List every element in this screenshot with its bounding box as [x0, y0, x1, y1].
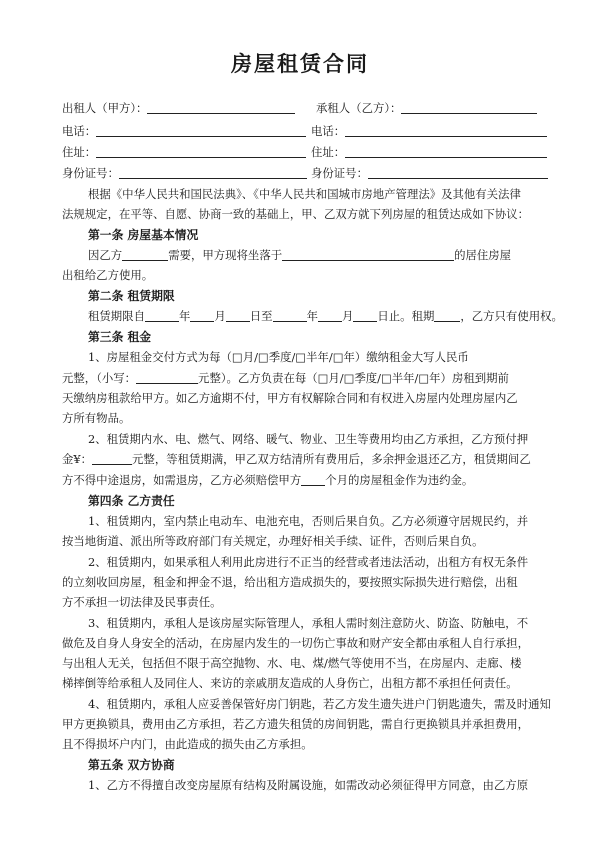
end-year-blank[interactable]	[273, 310, 307, 322]
lessee-field	[316, 101, 537, 115]
article-4-p4-line-1: 4、租赁期内，承租人应妥善保管好房门钥匙，若乙方发生遗失进户门钥匙遗失，需及时通知	[88, 697, 551, 711]
article-1-text-c: 的居住房屋	[454, 248, 512, 262]
article-4-p3-line-3: 与出租人无关，包括但不限于高空抛物、水、电、煤/燃气等使用不当，在房屋内、走廊、楼	[62, 656, 522, 670]
article-5-heading: 第五条 双方协商	[88, 758, 175, 772]
article-1-line-2: 出租给乙方使用。	[62, 268, 154, 282]
lease-term-blank[interactable]	[434, 310, 460, 322]
penalty-text-end: 个月的房屋租金作为违约金。	[325, 473, 474, 487]
lessor-phone-label: 电话：	[62, 124, 97, 138]
article-1-heading: 第一条 房屋基本情况	[88, 228, 199, 242]
article-4-p1-line-2: 按当地街道、派出所等政府部门有关规定，办理好相关手续、证件，否则后果自负。	[62, 534, 484, 548]
lessee-blank[interactable]	[401, 102, 537, 114]
lessor-phone-field	[62, 124, 306, 138]
lessee-phone-field	[311, 124, 547, 138]
article-4-p4-line-3: 且不得损坏户内门，由此造成的损失由乙方承担。	[62, 737, 313, 751]
lessor-id-blank[interactable]	[119, 167, 307, 179]
article-3-p1-line-3: 天缴纳房租款给甲方。如乙方逾期不付，甲方有权解除合同和有权进入房屋内处理房屋内乙	[62, 391, 518, 405]
article-3-p1-line-1: 1、房屋租金交付方式为每（□月/□季度/□半年/□年）缴纳租金大写人民币	[88, 350, 469, 364]
rent-amount-label: 元整，（小写：	[62, 371, 137, 385]
lease-from-label: 租赁期限自	[88, 309, 145, 323]
lessor-phone-blank[interactable]	[96, 125, 306, 137]
article-1-text-a: 因乙方	[88, 248, 123, 262]
article-1-text-b: 需要，甲方现将坐落于	[168, 248, 283, 262]
lessor-field	[62, 101, 295, 115]
day-to-label: 日至	[249, 309, 273, 323]
lessee-phone-blank[interactable]	[345, 125, 547, 137]
intro-line-2: 法规规定，在平等、自愿、协商一致的基础上，甲、乙双方就下列房屋的租赁达成如下协议：	[62, 207, 530, 221]
article-3-p1-line-2	[62, 371, 509, 385]
lessee-label: 承租人（乙方）：	[316, 101, 402, 115]
start-day-blank[interactable]	[226, 310, 250, 322]
lessor-address-blank[interactable]	[96, 146, 306, 158]
year-label-2: 年	[306, 309, 318, 323]
lessee-address-field	[311, 145, 547, 159]
month-label: 月	[214, 309, 226, 323]
year-label: 年	[178, 309, 191, 323]
lessor-address-field	[62, 145, 306, 159]
month-label-2: 月	[341, 309, 354, 323]
lessor-blank[interactable]	[147, 102, 295, 114]
deposit-blank[interactable]	[92, 453, 132, 465]
article-3-heading: 第三条 租金	[88, 330, 152, 344]
article-4-p2-line-1: 2、租赁期内，如果承租人利用此房进行不正当的经营或者违法活动，出租方有权无条件	[88, 555, 529, 569]
usage-right-text: ，乙方只有使用权。	[460, 309, 563, 323]
start-year-blank[interactable]	[145, 310, 179, 322]
rent-due-text: 元整）。乙方负责在每（□月/□季度/□半年/□年）房租到期前	[198, 371, 509, 385]
lessee-address-label: 住址：	[311, 145, 346, 159]
intro-line-1: 根据《中华人民共和国民法典》、《中华人民共和国城市房地产管理法》及其他有关法律	[88, 187, 521, 201]
article-1-line-1	[88, 248, 511, 262]
lessee-id-blank[interactable]	[368, 167, 548, 179]
day-end-label: 日止。租期	[377, 309, 435, 323]
article-3-p1-line-4: 方所有物品。	[62, 411, 131, 425]
article-3-p2-line-2	[62, 452, 531, 466]
article-4-p3-line-1: 3、租赁期内，承租人是该房屋实际管理人，承租人需时刻注意防火、防盗、防触电，不	[88, 616, 529, 630]
article-5-p1-line-1: 1、乙方不得擅自改变房屋原有结构及附属设施，如需改动必须征得甲方同意，由乙方原	[88, 778, 529, 792]
penalty-text: 方不得中途退房，如需退房，乙方必须赔偿甲方	[62, 473, 302, 487]
article-2-heading: 第二条 租赁期限	[88, 289, 175, 303]
lessor-id-field	[62, 166, 307, 180]
deposit-label: 金¥：	[62, 452, 93, 466]
article-4-p2-line-2: 的立刻收回房屋，租金和押金不退，给出租方造成损失的，要按照实际损失进行赔偿，出租	[62, 575, 518, 589]
article-4-p3-line-2: 做危及自身人身安全的活动，在房屋内发生的一切伤亡事故和财产安全都由承租人自行承担，	[62, 636, 530, 650]
article-4-p3-line-4: 梯摔倒等给承租人及同住人、来访的亲戚朋友造成的人身伤亡，出租方都不承担任何责任。	[62, 676, 518, 690]
lessee-id-field	[311, 166, 548, 180]
end-day-blank[interactable]	[353, 310, 377, 322]
lessee-id-label: 身份证号：	[311, 166, 368, 180]
start-month-blank[interactable]	[190, 310, 214, 322]
article-4-p2-line-3: 方不承担一切法律及民事责任。	[62, 595, 222, 609]
purpose-blank[interactable]	[122, 249, 168, 261]
article-3-p2-line-1: 2、租赁期内水、电、燃气、网络、暖气、物业、卫生等费用均由乙方承担，乙方预付押	[88, 432, 529, 446]
rent-figure-blank[interactable]	[136, 372, 198, 384]
penalty-months-blank[interactable]	[301, 474, 325, 486]
document-title: 房屋租赁合同	[231, 51, 369, 76]
article-3-p2-line-3	[62, 473, 473, 487]
lessor-id-label: 身份证号：	[62, 166, 119, 180]
lessor-label: 出租人（甲方）：	[62, 101, 148, 115]
property-location-blank[interactable]	[282, 249, 454, 261]
lessor-address-label: 住址：	[62, 145, 97, 159]
article-4-p4-line-2: 甲方更换锁具，费用由乙方承担，若乙方遗失租赁的房间钥匙，需自行更换锁具并承担费用，	[62, 717, 530, 731]
deposit-text: 元整，等租赁期满，甲乙双方结清所有费用后，多余押金退还乙方，租赁期间乙	[132, 452, 531, 466]
article-2-line-1	[88, 309, 563, 323]
article-4-p1-line-1: 1、租赁期内，室内禁止电动车、电池充电，否则后果自负。乙方必须遵守居规民约，并	[88, 514, 529, 528]
article-4-heading: 第四条 乙方责任	[88, 494, 175, 508]
lessee-address-blank[interactable]	[345, 146, 547, 158]
end-month-blank[interactable]	[318, 310, 342, 322]
lessee-phone-label: 电话：	[311, 124, 346, 138]
